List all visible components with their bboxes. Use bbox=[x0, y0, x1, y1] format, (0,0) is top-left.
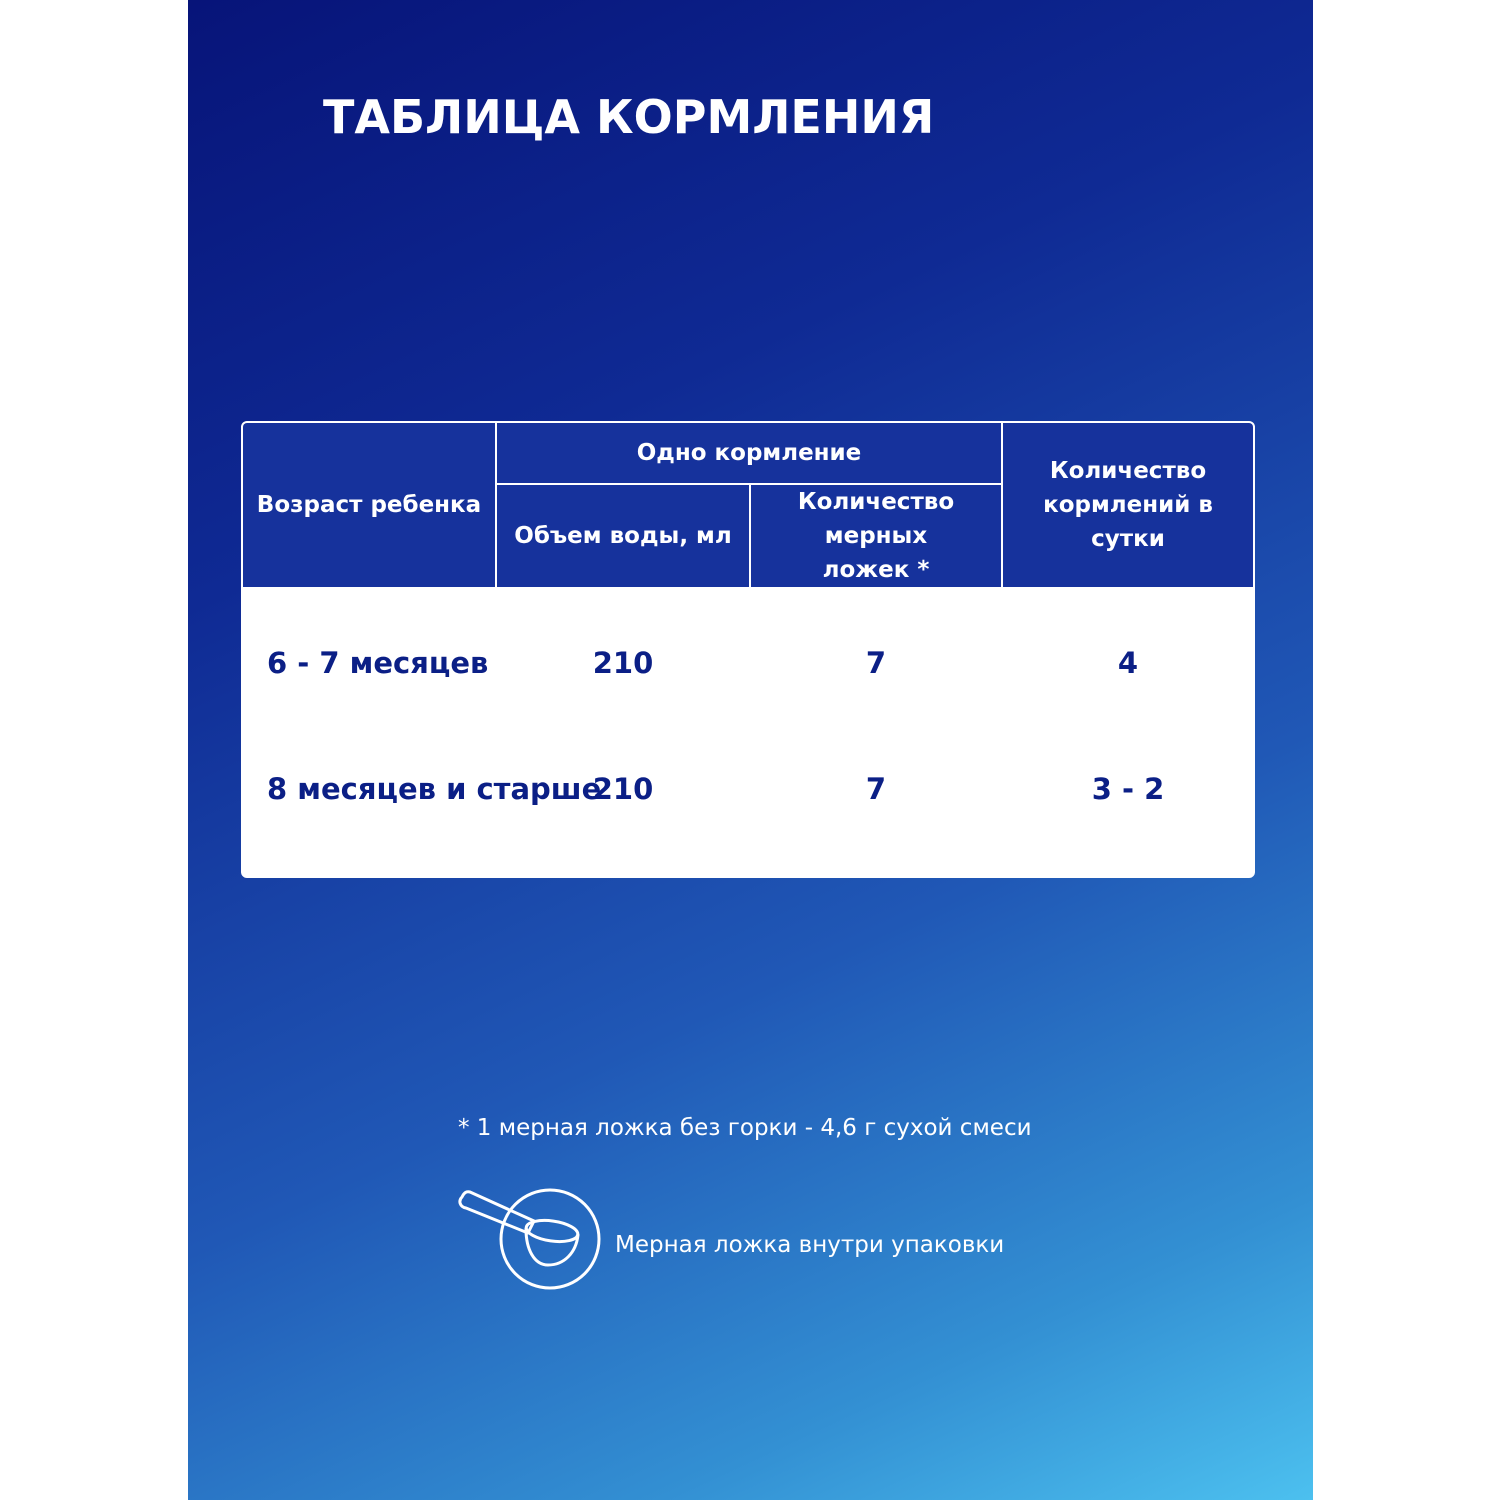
header-water-volume: Объем воды, мл bbox=[514, 523, 732, 549]
header-feedings-per-day: Количество кормлений в сутки bbox=[1043, 458, 1213, 552]
row-2-water: 210 bbox=[592, 772, 654, 806]
page-title: ТАБЛИЦА КОРМЛЕНИЯ bbox=[323, 90, 935, 144]
header-spoons: Количество мерных ложек * bbox=[797, 489, 955, 583]
feeding-table-panel bbox=[188, 0, 1313, 1500]
header-age: Возраст ребенка bbox=[256, 492, 482, 518]
row-1-water: 210 bbox=[592, 646, 654, 680]
row-2-spoons: 7 bbox=[865, 772, 887, 806]
feeding-table bbox=[241, 421, 1255, 878]
row-1-age: 6 - 7 месяцев bbox=[267, 646, 489, 680]
measuring-spoon-icon bbox=[456, 1185, 606, 1290]
row-1-feedings: 4 bbox=[1117, 646, 1139, 680]
spoon-caption: Мерная ложка внутри упаковки bbox=[615, 1232, 1005, 1258]
header-one-feeding: Одно кормление bbox=[636, 440, 862, 466]
row-2-age: 8 месяцев и старше bbox=[267, 772, 602, 806]
row-2-feedings: 3 - 2 bbox=[1091, 772, 1165, 806]
header-divider bbox=[749, 485, 751, 587]
table-header bbox=[243, 423, 1253, 587]
row-1-spoons: 7 bbox=[865, 646, 887, 680]
header-divider bbox=[1001, 423, 1003, 587]
header-divider bbox=[495, 423, 497, 587]
header-divider bbox=[497, 483, 1001, 485]
footnote: * 1 мерная ложка без горки - 4,6 г сухой смеси bbox=[458, 1115, 1032, 1141]
